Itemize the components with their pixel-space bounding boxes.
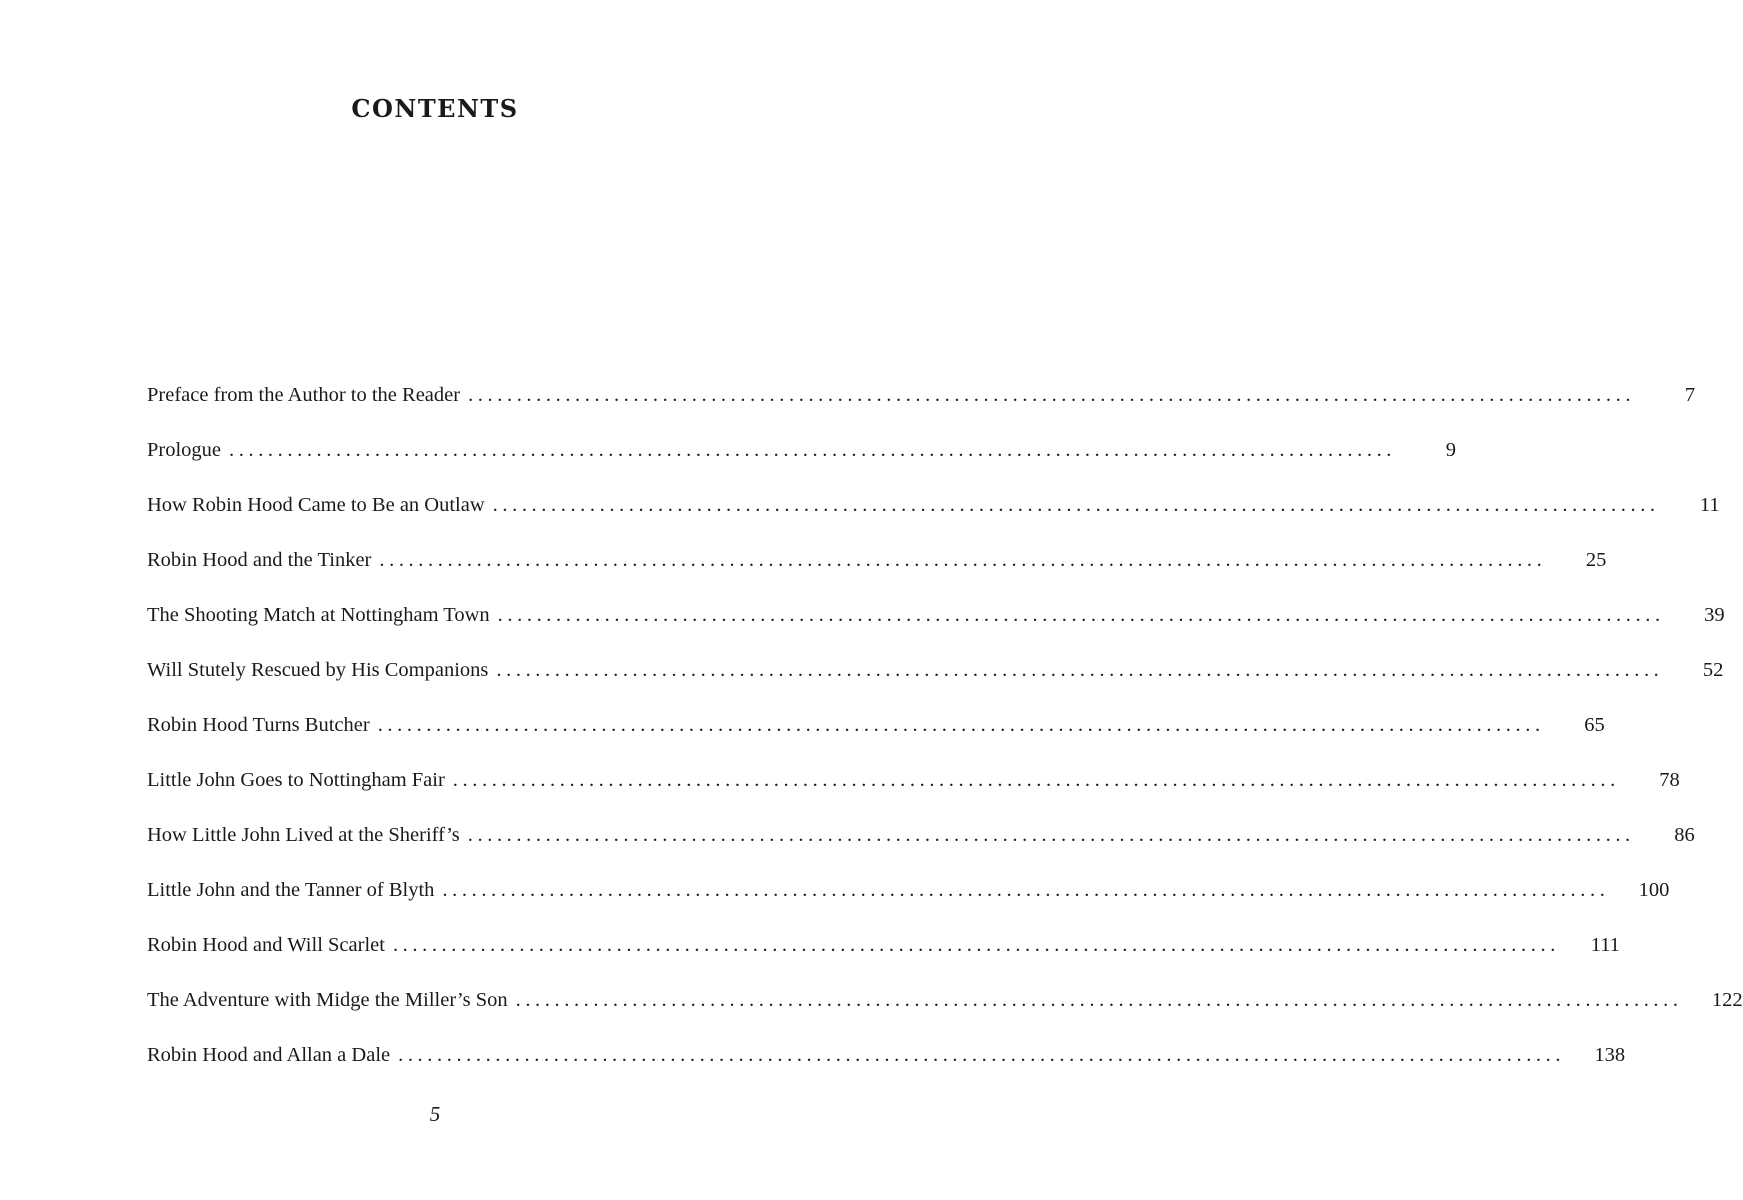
dot-leader: ........................................................................................................................ xyxy=(492,494,1660,516)
dot-leader: ........................................................................................................................ xyxy=(229,439,1397,461)
toc-entry[interactable] xyxy=(147,427,1457,482)
toc-entry-title: How Robin Hood Came to Be an Outlaw xyxy=(147,494,485,516)
toc-entry-title: Little John Goes to Nottingham Fair xyxy=(147,769,445,791)
dot-leader: ........................................................................................................................ xyxy=(392,934,1560,956)
toc-entry-page: 9 xyxy=(1445,439,1457,461)
toc-entry[interactable] xyxy=(147,977,1743,1032)
toc-entry[interactable] xyxy=(147,537,1607,592)
toc-entry-page: 78 xyxy=(1659,769,1680,791)
toc-entry[interactable] xyxy=(147,867,1670,922)
toc-entry-page: 86 xyxy=(1674,824,1695,846)
toc-entry[interactable] xyxy=(147,372,1696,427)
toc-entry[interactable] xyxy=(147,482,1720,537)
toc-entry-title: Robin Hood and Will Scarlet xyxy=(147,934,385,956)
toc-entry-title: Robin Hood Turns Butcher xyxy=(147,714,370,736)
toc-entry-page: 122 xyxy=(1711,989,1743,1011)
toc-entry[interactable] xyxy=(147,757,1680,812)
toc-entry[interactable] xyxy=(147,922,1620,977)
dot-leader: ........................................................................................................................ xyxy=(377,714,1545,736)
toc-entry-page: 25 xyxy=(1585,549,1607,571)
toc-entry[interactable] xyxy=(147,647,1724,702)
toc-entry-page: 100 xyxy=(1638,879,1670,901)
toc-entry-title: The Adventure with Midge the Miller’s Son xyxy=(147,989,508,1011)
toc-entry-page: 111 xyxy=(1590,934,1620,956)
dot-leader: ........................................................................................................................ xyxy=(398,1044,1566,1066)
table-of-contents xyxy=(147,372,1743,1087)
toc-entry-page: 39 xyxy=(1704,604,1725,626)
toc-entry-title: Robin Hood and the Tinker xyxy=(147,549,372,571)
dot-leader: ........................................................................................................................ xyxy=(496,659,1664,681)
dot-leader: ........................................................................................................................ xyxy=(468,384,1636,406)
toc-entry-page: 138 xyxy=(1594,1044,1626,1066)
toc-entry[interactable] xyxy=(147,702,1605,757)
toc-entry-title: Little John and the Tanner of Blyth xyxy=(147,879,435,901)
toc-entry-page: 65 xyxy=(1584,714,1605,736)
toc-entry[interactable] xyxy=(147,812,1695,867)
toc-entry-title: Will Stutely Rescued by His Companions xyxy=(147,659,489,681)
dot-leader: ........................................................................................................................ xyxy=(452,769,1620,791)
dot-leader: ........................................................................................................................ xyxy=(515,989,1683,1011)
dot-leader: ........................................................................................................................ xyxy=(497,604,1665,626)
toc-entry-page: 52 xyxy=(1702,659,1724,681)
dot-leader: ........................................................................................................................ xyxy=(379,549,1547,571)
toc-entry-title: How Little John Lived at the Sheriff’s xyxy=(147,824,460,846)
toc-entry-title: The Shooting Match at Nottingham Town xyxy=(147,604,490,626)
dot-leader: ........................................................................................................................ xyxy=(442,879,1610,901)
toc-entry[interactable] xyxy=(147,592,1725,647)
toc-entry-title: Robin Hood and Allan a Dale xyxy=(147,1044,391,1066)
page-number: 5 xyxy=(429,1102,441,1126)
toc-entry-title: Preface from the Author to the Reader xyxy=(147,384,461,406)
toc-entry[interactable] xyxy=(147,1032,1626,1087)
toc-entry-page: 11 xyxy=(1699,494,1720,516)
dot-leader: ........................................................................................................................ xyxy=(467,824,1635,846)
toc-entry-title: Prologue xyxy=(147,439,222,461)
toc-entry-page: 7 xyxy=(1684,384,1696,406)
page-title: CONTENTS xyxy=(351,94,519,123)
